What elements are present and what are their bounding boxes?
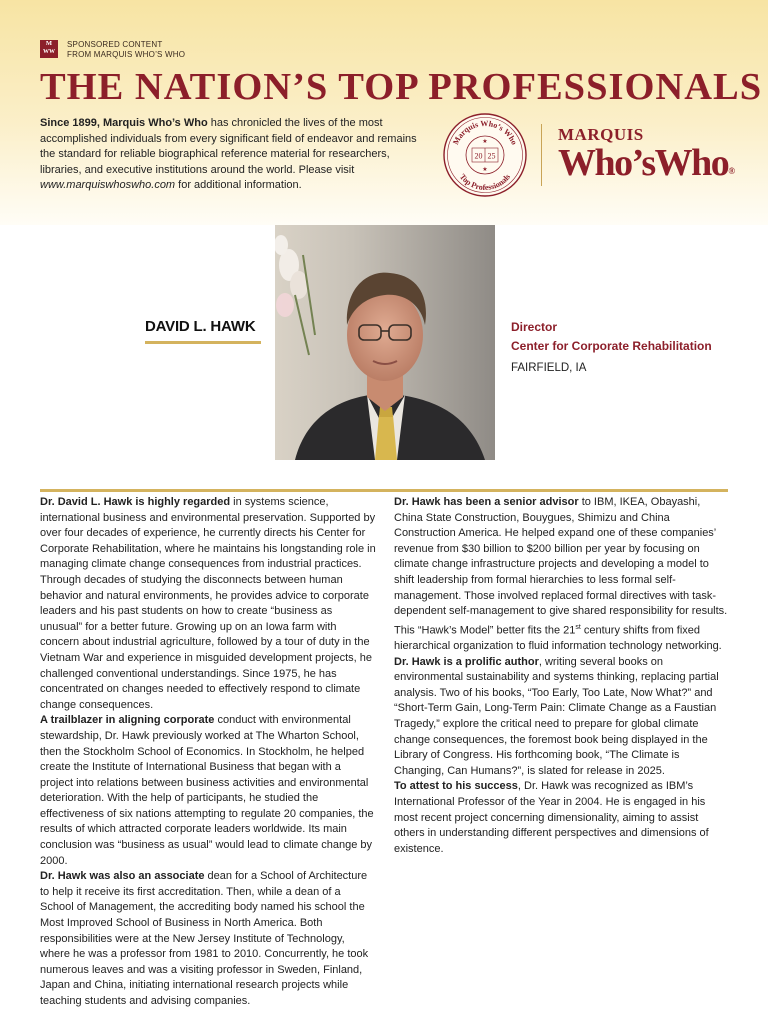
location: FAIRFIELD, IA xyxy=(511,362,587,374)
marquis-whoswho-logo xyxy=(558,125,736,184)
article-paragraph-3: Dr. Hawk was also an associate dean for a School of Architecture to help it receive its first accreditation. Then, while a dean of a School of Management, the accrediting body named his school the Most Improved School of Business in North America. Both responsibilities were at the New Jersey Institute of Technology, where he was a professor from 1981 to 2010. Concurrently, he took numerous leaves and was a visiting professor in Sweden, Finland, Japan and China, initiating international research projects while teaching students and advising companies. xyxy=(40,870,369,1007)
article-paragraph-5: Dr. Hawk is a prolific author, writing several books on environmental sustainability and systems thinking, replacing partial analysis. Two of his books, “Too Early, Too Late, Now What?” and “Short-Term Gain, Long-Term Pain: Climate Change as a Faustian Tragedy,” explore the critical need to prepare for global climate change consequences, the foremost book being displayed in the Library of Congress. His forthcoming book, “The Climate is Changing, Can Humans?”, is slated for release in 2025. xyxy=(394,655,719,777)
role-title: Director xyxy=(511,320,558,334)
brand-marquis: MARQUIS xyxy=(558,125,644,144)
seal-year-left: 20 xyxy=(474,151,483,161)
website-link[interactable]: www.marquiswhoswho.com xyxy=(40,179,176,191)
intro-paragraph xyxy=(40,116,422,194)
seal-top-text: Marquis Who’s Who xyxy=(451,118,519,147)
seal-year-right: 25 xyxy=(487,151,496,161)
top-professionals-seal xyxy=(442,112,528,198)
intro-text-1: has chronicled the lives of the most accomplished individuals from every significant field of endeavor and remains the standard for reliable biographical reference material for researchers, libraries, and executive institutions around the world. Please visit xyxy=(40,117,417,176)
role-organization: Center for Corporate Rehabilitation xyxy=(511,339,712,353)
sponsored-line-1: SPONSORED CONTENT xyxy=(67,40,163,49)
sponsored-line-2: FROM MARQUIS WHO’S WHO xyxy=(67,50,186,59)
section-divider xyxy=(40,489,728,492)
seal-bottom-text: Top Professionals xyxy=(457,172,513,193)
brand-divider xyxy=(541,124,542,186)
article-column-right xyxy=(394,495,728,857)
marquis-small-logo: M WW xyxy=(40,40,58,58)
seal-star-icon-bottom: ★ xyxy=(482,167,488,173)
intro-lead: Since 1899, Marquis Who’s Who xyxy=(40,117,208,129)
page-title: THE NATION’S TOP PROFESSIONALS xyxy=(40,66,763,108)
name-underline xyxy=(145,341,261,344)
profile-name-block xyxy=(145,318,260,344)
intro-text-2: for additional information. xyxy=(175,179,302,191)
article-paragraph-4: Dr. Hawk has been a senior advisor to IBM, IKEA, Obayashi, China State Construction, Bouygues, Shimizu and China Construction America. He helped expand one of these companies’ revenue from $30 billion to $200 billion per year by focusing on climate change infrastructure projects and developing a model to shift leadership from formal hierarchies to less formal self-management. Those involved replaced formal directives with task-dependent self-management to give shared responsibility for results. This “Hawk’s Model” better fits the 21st century shifts from fixed hierarchical organization to fluid information technology networking. xyxy=(394,496,728,652)
portrait-photo xyxy=(275,225,495,460)
sponsored-label xyxy=(67,40,185,60)
brand-whoswho: Who’sWho® xyxy=(558,142,736,184)
article-paragraph-2: A trailblazer in aligning corporate conduct with environmental stewardship, Dr. Hawk previously worked at The Wharton School, then the Stockholm School of Economics. In Stockholm, he helped create the Institute of International Business that began with a project into relations between business activities and environmental deterioration. With the help of participants, he studied the effectiveness of six nations attempting to regulate 20 companies, the results of which attracted corporate leaders worldwide. Its main conclusion was “business as usual” would lead to climate change by 2000. xyxy=(40,714,374,867)
end-mark-logo-icon: M WW xyxy=(448,844,459,856)
article-column-left xyxy=(40,495,376,1010)
profile-role-block xyxy=(511,318,751,374)
article-paragraph-1: Dr. David L. Hawk is highly regarded in systems science, international business and environmental preservation. Supported by over four decades of experience, he currently directs his Center for Corporate Rehabilitation, where he maintains his longstanding role in managing climate change consequences from industrial practices. Through decades of studying the disconnects between human behavior and natural environments, he provides advice to corporate leaders and his past students on how to create “business as unusual” for a better future. Growing up on an Iowa farm with concern about industrial agriculture, followed by a tour of duty in the Vietnam War and experience in misguided development projects, he challenged conventional understandings. Since 1975, he has concentrated on changes needed to effectively respond to climate change consequences. xyxy=(40,496,376,711)
seal-star-icon: ★ xyxy=(482,139,488,145)
person-name: DAVID L. HAWK xyxy=(145,318,256,335)
article-paragraph-6: To attest to his success, Dr. Hawk was recognized as IBM’s International Professor of the Year in 2004. He is engaged in his most recent project concerning dimensionality, aiming to assist others in understanding different perspectives and dimensions of existence. M WW xyxy=(394,780,709,856)
